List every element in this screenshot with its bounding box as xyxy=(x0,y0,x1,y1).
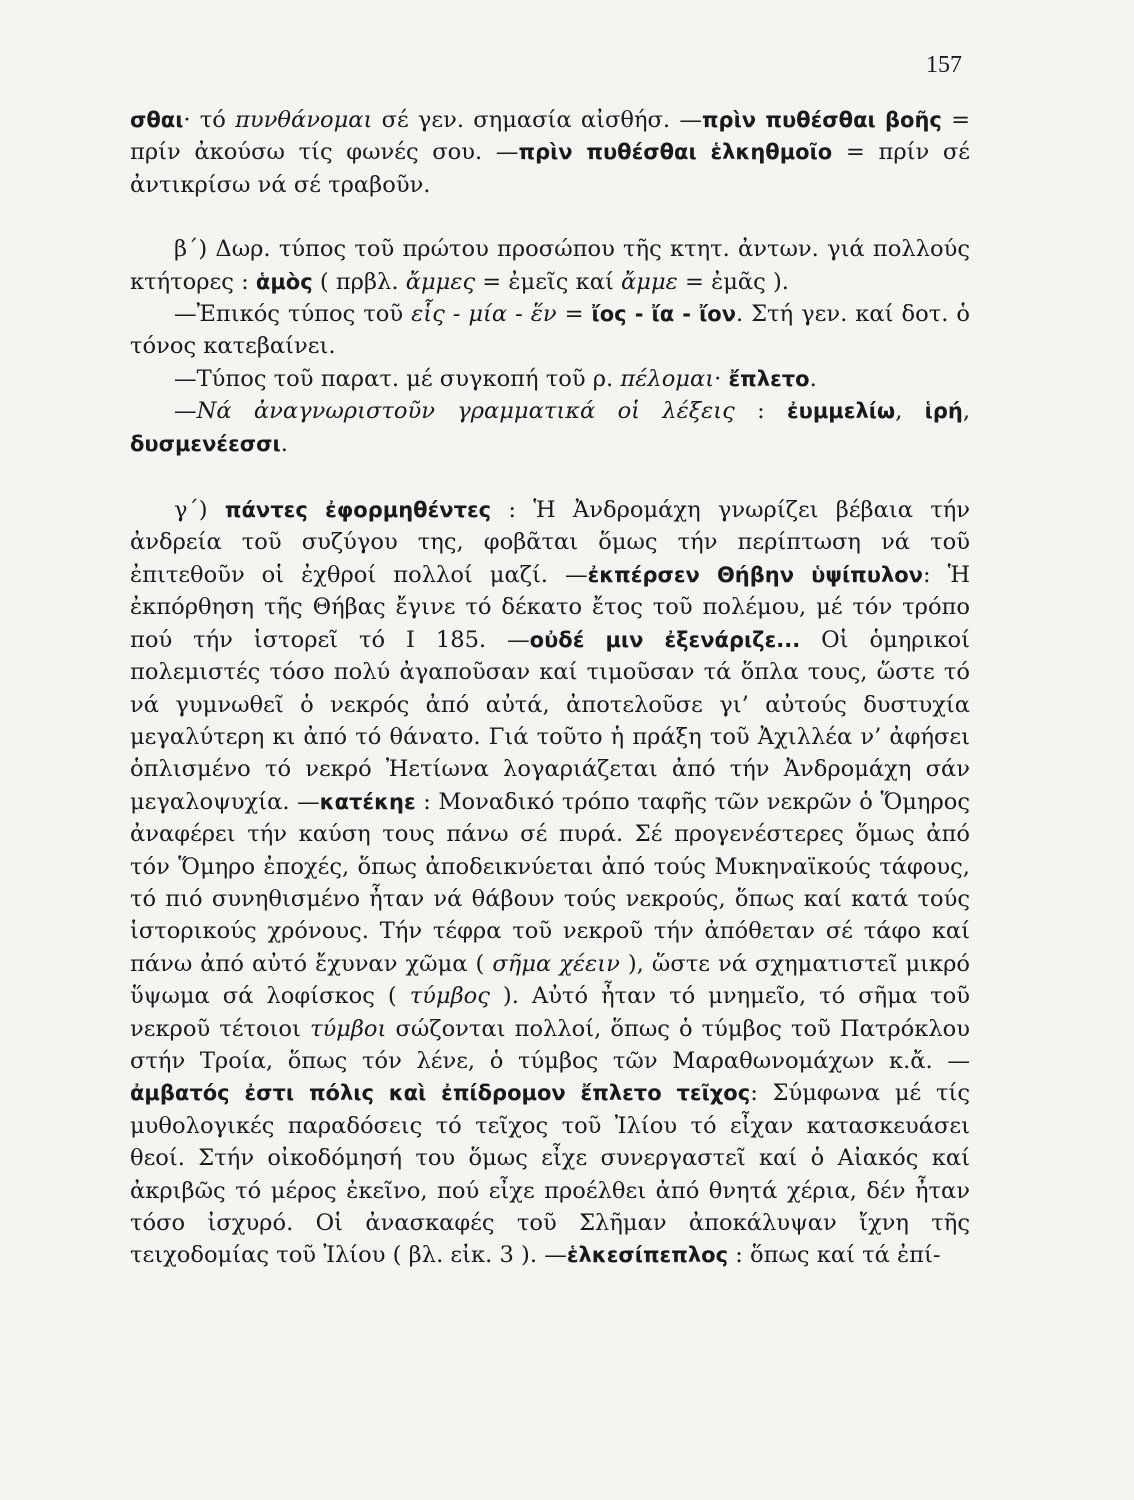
italic-term: σῆμα χέειν xyxy=(492,950,620,977)
text-run: . xyxy=(280,430,288,457)
bold-term: σθαι xyxy=(130,108,184,132)
bold-term: πρὶν πυθέσθαι ἑλκηθμοῖο xyxy=(518,140,833,165)
bold-term: οὐδέ μιν ἐξενάριζε... xyxy=(529,627,801,652)
bold-term: ἐκπέρσεν Θήβην ὑψίπυλον xyxy=(587,562,923,587)
text-run: σέ γεν. σημασία αἰσθήσ. — xyxy=(372,107,702,133)
text-run: = πρίν ἀκούσω τίς φωνές σου. — xyxy=(130,107,970,166)
text-run: : ὅπως καί τά ἐπί- xyxy=(728,1242,941,1269)
text-run: Οἱ ὁμηρικοί πολεμιστές τόσο πολύ ἀγαποῦσαν καί τιμοῦσαν τά ὅπλα τους, ὥστε τό νά γυμνωθεῖ ὁ νεκρός ἀπό αὐτά, ἀποτελοῦσε γι’ αὐτούς δυστυχία μεγαλύτερη κι ἀπό τό θάνατο. Γιά τοῦτο ἡ πράξη τοῦ Ἀχιλλέα ν’ ἀφήσει ὁπλισμένο τό νεκρό Ἠετίωνα λογαριάζεται ἀπό τήν Ἀνδρομάχη σάν μεγαλοψυχία. — xyxy=(130,626,970,815)
text-run: : Ἡ ἐκπόρθηση τῆς Θήβας ἔγινε τό δέκατο ἔτος τοῦ πολέμου, μέ τόν τρόπο πού τήν ἱστορεῖ τό Ι 185. — xyxy=(130,561,970,653)
bold-term: ἔπλετο xyxy=(728,366,810,391)
italic-term: πυνθάνομαι xyxy=(235,107,373,133)
text-run: · τό xyxy=(183,107,236,133)
bold-term: κατέκηε xyxy=(319,789,416,814)
paragraph-5 xyxy=(130,395,970,460)
paragraph-6 xyxy=(130,494,970,1272)
italic-term: ἄμμε xyxy=(621,268,678,295)
text-run: : xyxy=(734,398,787,425)
text-run: . xyxy=(809,365,817,392)
italic-term: ἄμμες xyxy=(405,268,476,295)
paragraph-spacer xyxy=(130,201,970,233)
paragraph-2 xyxy=(130,233,970,298)
bold-term: πάντες ἐφορμηθέντες xyxy=(224,498,492,523)
text-run: = ἐμεῖς καί xyxy=(475,268,622,295)
text-run: β΄) Δωρ. τύπος τοῦ πρώτου προσώπου τῆς κτητ. ἀντων. γιά πολλούς κτήτορες : xyxy=(130,236,970,295)
bold-term: ἱρή xyxy=(924,399,963,424)
italic-term: τύμβος xyxy=(409,983,490,1010)
text-run: γ΄) xyxy=(174,497,225,524)
text-run: = πρίν σέ ἀντικρίσω νά σέ τραβοῦν. xyxy=(130,139,970,198)
text-run: —Ἐπικός τύπος τοῦ xyxy=(174,301,412,328)
text-run: , xyxy=(895,398,925,425)
bold-term: ἴος - ἴα - ἴον xyxy=(591,302,736,327)
bold-term: ἐυμμελίω xyxy=(786,399,896,424)
text-run: ). Αὐτό ἦταν τό μνημεῖο, τό σῆμα τοῦ νεκροῦ τέτοιοι xyxy=(130,983,970,1042)
paragraph-4 xyxy=(130,363,970,395)
bold-term: πρὶν πυθέσθαι βοῆς xyxy=(701,108,942,132)
italic-term: πέλομαι xyxy=(620,365,715,392)
text-run: . Στή γεν. καί δοτ. ὁ τόνος κατεβαίνει. xyxy=(130,301,970,360)
italic-term: —Νά ἀναγνωριστοῦν γραμματικά οἱ λέξεις xyxy=(174,398,735,425)
text-run: —Τύπος τοῦ παρατ. μέ συγκοπή τοῦ ρ. xyxy=(174,365,621,392)
text-run: , xyxy=(962,398,970,425)
bold-term: ἁμὸς xyxy=(255,269,313,294)
bold-term: ἀμβατός ἐστι πόλις καὶ ἐπίδρομον ἔπλετο τεῖχος xyxy=(130,1081,751,1106)
text-run: : Ἡ Ἀνδρομάχη γνωρίζει βέβαια τήν ἀνδρεία τοῦ συζύγου της, φοβᾶται ὅμως τήν περίπτωση νά τοῦ ἐπιτεθοῦν οἱ ἐχθροί πολλοί μαζί. — xyxy=(130,497,971,588)
text-run: : Σύμφωνα μέ τίς μυθολογικές παραδόσεις τό τεῖχος τοῦ Ἰλίου τό εἶχαν κατασκευάσει θεοί. Στήν οἰκοδόμησή του ὅμως εἶχε συνεργαστεῖ καί ὁ Αἰακός καί ἀκριβῶς τό μέρος ἐκεῖνο, πού εἶχε προέλθει ἀπό θνητά χέρια, δέν ἦταν τόσο ἰσχυρό. Οἱ ἀνασκαφές τοῦ Σλῆμαν ἀποκάλυψαν ἴχνη τῆς τειχοδομίας τοῦ Ἰλίου ( βλ. εἰκ. 3 ). — xyxy=(130,1080,970,1269)
text-run: σώζονται πολλοί, ὅπως ὁ τύμβος τοῦ Πατρόκλου στήν Τροία, ὅπως τόν λένε, ὁ τύμβος τῶν Μαραθωνομάχων κ.ἄ. — xyxy=(130,1015,970,1074)
paragraph-3 xyxy=(130,298,970,363)
page-number: 157 xyxy=(926,52,962,78)
text-run: = xyxy=(556,301,592,328)
text-run: · xyxy=(714,365,729,392)
text-run: ), ὥστε νά σχηματιστεῖ μικρό ὕψωμα σά λοφίσκος ( xyxy=(130,950,970,1010)
text-run: : Μοναδικό τρόπο ταφῆς τῶν νεκρῶν ὁ Ὅμηρος ἀναφέρει τήν καύση τους πάνω σέ πυρά. Σέ προγενέστερες ὅμως ἀπό τόν Ὅμηρο ἐποχές, ὅπως ἀποδεικνύεται ἀπό τούς Μυκηναϊκούς τάφους, τό πιό συνηθισμένο ἦταν νά θάβουν τούς νεκρούς, ὅπως καί κατά τούς ἱστορικούς χρόνους. Τήν τέφρα τοῦ νεκροῦ τήν ἀπόθεταν σέ τάφο καί πάνω ἀπό αὐτό ἔχυναν χῶμα ( xyxy=(130,788,971,977)
bold-term: δυσμενέεσσι xyxy=(130,431,281,456)
bold-term: ἑλκεσίπεπλος xyxy=(566,1243,729,1268)
italic-term: εἷς - μία - ἕν xyxy=(411,301,557,328)
text-run: ( πρβλ. xyxy=(312,268,406,295)
paragraph-1 xyxy=(130,104,970,201)
body-text xyxy=(130,104,970,1272)
text-run: = ἐμᾶς ). xyxy=(677,268,789,295)
italic-term: τύμβοι xyxy=(309,1015,387,1042)
paragraph-spacer xyxy=(130,460,970,494)
